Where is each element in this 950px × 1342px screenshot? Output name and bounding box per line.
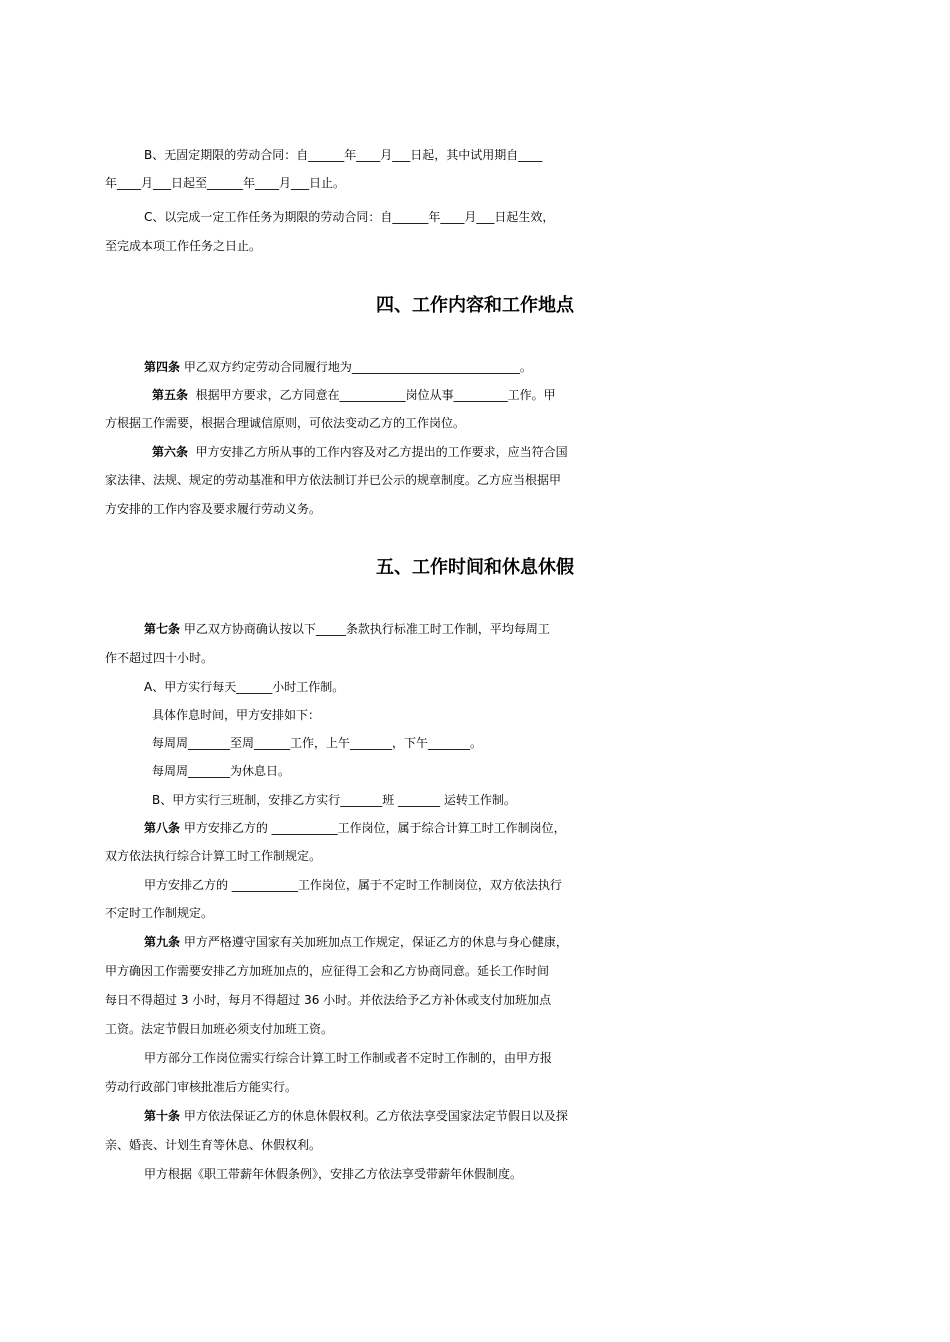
article-label: 第四条: [144, 360, 181, 374]
line-text: 甲方部分工作岗位需实行综合计算工时工作制或者不定时工作制的，由甲方报: [144, 1051, 553, 1065]
clause-b-line-2: [0, 168, 950, 198]
line-text: 家法律、法规、规定的劳动基准和甲方依法制订并已公示的规章制度。乙方应当根据甲: [105, 473, 562, 487]
article-label: 第六条: [152, 445, 189, 459]
article-8-line-4: [0, 898, 950, 928]
article-9-line-4: [0, 1014, 950, 1044]
option-a-line: [0, 672, 950, 702]
article-label: 第七条: [144, 622, 181, 636]
article-6-line-2: [0, 465, 950, 495]
article-5-line-2: [0, 408, 950, 438]
article-8-line-1: [0, 813, 950, 843]
article-10-line-3: [0, 1159, 950, 1189]
article-7-line-1: [0, 614, 950, 644]
line-text: 甲方确因工作需要安排乙方加班加点的，应征得工会和乙方协商同意。延长工作时间: [105, 964, 550, 978]
line-text: 每日不得超过 3 小时，每月不得超过 36 小时。并依法给予乙方补休或支付加班加点: [105, 993, 552, 1007]
line-text: 亲、婚丧、计划生育等休息、休假权利。: [105, 1138, 322, 1152]
line-text: C、以完成一定工作任务为期限的劳动合同：自______年____月___日起生效，: [144, 210, 555, 224]
line-text: 每周周_______为休息日。: [152, 764, 291, 778]
option-b-line: [0, 785, 950, 815]
work-days-line: [0, 728, 950, 758]
line-text: 根据甲方要求，乙方同意在___________岗位从事_________工作。甲: [188, 388, 556, 402]
line-text: A、甲方实行每天______小时工作制。: [144, 680, 345, 694]
line-text: 具体作息时间，甲方安排如下：: [152, 708, 321, 722]
line-text: 作不超过四十小时。: [105, 651, 214, 665]
article-7-line-2: [0, 643, 950, 673]
line-text: 甲方安排乙方的 ___________工作岗位，属于不定时工作制岗位，双方依法执行: [144, 878, 562, 892]
line-text: 甲方依法保证乙方的休息休假权利。乙方依法享受国家法定节假日以及探: [180, 1109, 568, 1123]
heading-text: 四、工作内容和工作地点: [376, 295, 574, 316]
article-label: 第八条: [144, 821, 181, 835]
line-text: 甲方安排乙方的 ___________工作岗位，属于综合计算工时工作制岗位，: [180, 821, 566, 835]
article-label: 第五条: [152, 388, 189, 402]
article-8-line-2: [0, 841, 950, 871]
line-text: 年____月___日起至______年____月___日止。: [105, 176, 346, 190]
line-text: 方安排的工作内容及要求履行劳动义务。: [105, 502, 322, 516]
schedule-intro-line: [0, 700, 950, 730]
article-6-line-3: [0, 494, 950, 524]
line-text: 至完成本项工作任务之日止。: [105, 239, 262, 253]
rest-day-line: [0, 756, 950, 786]
article-4-line-1: [0, 352, 950, 382]
heading-text: 五、工作时间和休息休假: [376, 557, 574, 578]
line-text: 甲乙双方约定劳动合同履行地为____________________________。: [180, 360, 532, 374]
article-9-line-3: [0, 985, 950, 1015]
article-9-line-2: [0, 956, 950, 986]
section-4-heading: [0, 291, 950, 321]
line-text: 每周周_______至周______工作，上午_______，下午_______。: [152, 736, 483, 750]
line-text: 双方依法执行综合计算工时工作制规定。: [105, 849, 322, 863]
article-10-line-2: [0, 1130, 950, 1160]
line-text: B、甲方实行三班制，安排乙方实行_______班 _______ 运转工作制。: [152, 793, 516, 807]
article-5-line-1: [0, 380, 950, 410]
line-text: 甲方根据《职工带薪年休假条例》，安排乙方依法享受带薪年休假制度。: [144, 1167, 523, 1181]
clause-c-line-2: [0, 231, 950, 261]
article-9-line-6: [0, 1072, 950, 1102]
article-label: 第九条: [144, 935, 181, 949]
line-text: 劳动行政部门审核批准后方能实行。: [105, 1080, 298, 1094]
article-9-line-5: [0, 1043, 950, 1073]
section-5-heading: [0, 553, 950, 583]
line-text: 工资。法定节假日加班必须支付加班工资。: [105, 1022, 334, 1036]
clause-b-line-1: [0, 140, 950, 170]
article-8-line-3: [0, 870, 950, 900]
line-text: 甲乙双方协商确认按以下_____条款执行标准工时工作制，平均每周工: [180, 622, 550, 636]
article-10-line-1: [0, 1101, 950, 1131]
article-9-line-1: [0, 927, 950, 957]
line-text: 方根据工作需要，根据合理诚信原则，可依法变动乙方的工作岗位。: [105, 416, 466, 430]
article-label: 第十条: [144, 1109, 181, 1123]
line-text: 甲方严格遵守国家有关加班加点工作规定，保证乙方的休息与身心健康，: [180, 935, 568, 949]
clause-c-line-1: [0, 202, 950, 232]
line-text: 不定时工作制规定。: [105, 906, 214, 920]
line-text: B、无固定期限的劳动合同：自______年____月___日起，其中试用期自____: [144, 148, 543, 162]
article-6-line-1: [0, 437, 950, 467]
line-text: 甲方安排乙方所从事的工作内容及对乙方提出的工作要求，应当符合国: [188, 445, 568, 459]
